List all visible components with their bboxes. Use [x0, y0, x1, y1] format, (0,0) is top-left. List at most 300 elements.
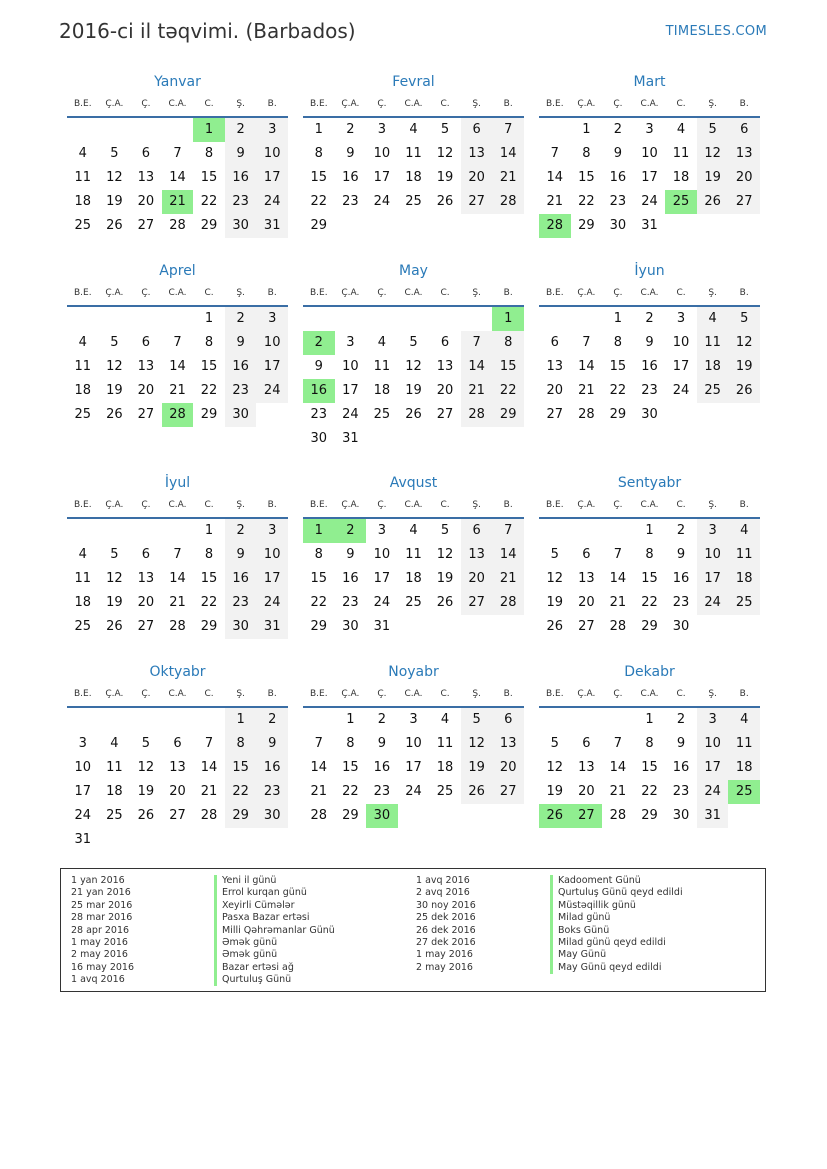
page-title: 2016-ci il təqvimi. (Barbados) — [59, 19, 356, 43]
day-cell: 7 — [173, 335, 182, 350]
day-cell: 25 — [74, 218, 92, 233]
weekday-label: B.E. — [309, 288, 328, 298]
day-cell: 30 — [609, 218, 627, 233]
day-cell: 1 — [346, 712, 355, 727]
weekday-label: Ç. — [377, 689, 387, 699]
day-cell: 23 — [310, 407, 328, 422]
empty-cell — [539, 519, 571, 543]
day-cell: 8 — [613, 335, 623, 350]
day-cell: 5 — [550, 547, 559, 562]
day-cell: 15 — [225, 756, 257, 780]
holiday-legend — [60, 868, 766, 992]
day-cell: 5 — [110, 335, 119, 350]
day-cell: 1 — [204, 523, 214, 538]
day-cell: 8 — [204, 335, 214, 350]
day-cell: 25 — [106, 808, 123, 823]
day-grid — [303, 307, 524, 451]
day-cell: 9 — [377, 736, 387, 751]
day-cell: 3 — [645, 122, 654, 137]
day-cell: 24 — [342, 407, 359, 422]
legend-names-1 — [222, 875, 335, 987]
day-cell: 28 — [310, 808, 328, 823]
day-cell: 21 — [578, 383, 595, 398]
empty-cell — [539, 118, 571, 142]
day-cell: 2 — [256, 708, 288, 732]
day-cell: 13 — [137, 571, 155, 586]
day-cell: 31 — [74, 832, 92, 847]
day-cell: 20 — [728, 166, 760, 190]
day-cell: 12 — [697, 142, 729, 166]
day-cell: 24 — [256, 379, 288, 403]
day-cell: 22 — [310, 595, 328, 610]
day-cell: 13 — [436, 359, 454, 374]
day-cell: 10 — [672, 335, 690, 350]
weekday-label: Ç.A. — [341, 288, 360, 298]
empty-cell — [539, 307, 571, 331]
month-title: Yanvar — [154, 74, 201, 90]
day-cell: 31 — [256, 615, 288, 639]
day-cell: 20 — [546, 383, 564, 398]
day-cell: 11 — [405, 547, 422, 562]
day-cell: 19 — [728, 355, 760, 379]
day-cell: 7 — [492, 519, 524, 543]
day-cell: 29 — [492, 403, 524, 427]
legend-date: 2 avq 2016 — [416, 887, 470, 899]
day-cell: 13 — [546, 359, 564, 374]
day-cell: 11 — [697, 331, 729, 355]
day-cell: 13 — [492, 732, 524, 756]
weekday-label: Ş. — [708, 288, 717, 298]
day-cell: 10 — [697, 732, 729, 756]
weekday-label: Ş. — [236, 500, 245, 510]
day-cell: 21 — [609, 595, 627, 610]
day-cell: 8 — [204, 547, 214, 562]
day-cell: 15 — [310, 170, 328, 185]
day-cell: 5 — [697, 118, 729, 142]
day-cell: 14 — [609, 760, 627, 775]
legend-holiday-name: Milad günü — [558, 912, 611, 924]
legend-holiday-name: Əmək günü — [222, 949, 278, 961]
weekday-label: Ç.A. — [341, 500, 360, 510]
day-cell: 24 — [256, 591, 288, 615]
day-cell: 18 — [405, 571, 422, 586]
month-title: Sentyabr — [617, 475, 682, 491]
day-cell: 20 — [578, 784, 595, 799]
legend-dates-2 — [416, 875, 476, 974]
day-cell: 10 — [373, 547, 391, 562]
holiday-day-cell: 25 — [728, 780, 760, 804]
day-cell: 9 — [676, 736, 686, 751]
day-cell: 3 — [409, 712, 418, 727]
day-cell: 18 — [106, 784, 123, 799]
day-cell: 30 — [225, 214, 257, 238]
day-cell: 29 — [200, 407, 218, 422]
empty-cell — [398, 307, 430, 331]
day-cell: 22 — [609, 383, 627, 398]
weekday-label: B. — [267, 99, 277, 109]
weekday-label: C.A. — [168, 288, 187, 298]
day-cell: 26 — [697, 190, 729, 214]
holiday-day-cell: 27 — [571, 804, 603, 828]
day-cell: 26 — [546, 619, 564, 634]
day-cell: 14 — [492, 543, 524, 567]
day-cell: 14 — [310, 760, 328, 775]
weekday-label: Ç. — [141, 500, 151, 510]
day-cell: 14 — [546, 170, 564, 185]
weekday-label: B. — [739, 689, 749, 699]
month-block — [303, 72, 524, 261]
day-cell: 26 — [106, 619, 123, 634]
day-cell: 8 — [314, 547, 323, 562]
weekday-label: Ç. — [613, 288, 623, 298]
weekday-label: B.E. — [309, 500, 328, 510]
day-cell: 8 — [204, 146, 214, 161]
day-cell: 17 — [373, 170, 391, 185]
day-cell: 21 — [169, 383, 186, 398]
day-cell: 2 — [225, 118, 257, 142]
weekday-label: C. — [204, 689, 214, 699]
day-cell: 5 — [110, 146, 119, 161]
day-cell: 13 — [137, 170, 155, 185]
day-cell: 11 — [74, 170, 92, 185]
day-cell: 9 — [676, 547, 686, 562]
day-cell: 24 — [405, 784, 422, 799]
weekday-label: C.A. — [404, 288, 423, 298]
day-cell: 21 — [492, 567, 524, 591]
empty-cell — [99, 708, 131, 732]
legend-holiday-name: Əmək günü — [222, 936, 278, 948]
empty-cell — [571, 307, 603, 331]
day-cell: 30 — [225, 403, 257, 427]
day-cell: 20 — [436, 383, 454, 398]
day-cell: 9 — [613, 146, 623, 161]
weekday-label: C. — [440, 689, 450, 699]
weekday-label: B. — [503, 500, 513, 510]
day-cell: 1 — [645, 712, 654, 727]
day-cell: 17 — [405, 760, 422, 775]
legend-holiday-name: Yeni il günü — [222, 875, 277, 886]
empty-cell — [130, 118, 162, 142]
day-cell: 27 — [728, 190, 760, 214]
day-cell: 23 — [256, 780, 288, 804]
day-cell: 16 — [342, 571, 359, 586]
day-cell: 5 — [550, 736, 559, 751]
day-cell: 24 — [373, 595, 391, 610]
day-cell: 2 — [346, 122, 355, 137]
legend-holiday-name: Milad günü qeyd edildi — [558, 936, 666, 948]
day-cell: 22 — [641, 784, 658, 799]
day-cell: 6 — [141, 547, 151, 562]
month-block — [539, 261, 760, 473]
day-cell: 31 — [256, 214, 288, 238]
day-cell: 5 — [728, 307, 760, 331]
day-cell: 6 — [141, 146, 151, 161]
day-cell: 16 — [672, 760, 690, 775]
day-cell: 1 — [204, 311, 214, 326]
weekday-label: B.E. — [73, 99, 92, 109]
weekday-label: B.E. — [545, 288, 564, 298]
empty-cell — [303, 708, 335, 732]
day-cell: 12 — [106, 571, 123, 586]
day-cell: 13 — [169, 760, 186, 775]
weekday-label: Ç.A. — [577, 288, 596, 298]
day-cell: 15 — [609, 359, 627, 374]
month-title: Fevral — [392, 74, 435, 90]
day-cell: 9 — [225, 331, 257, 355]
weekday-label: B. — [267, 288, 277, 298]
day-cell: 13 — [461, 142, 493, 166]
day-cell: 20 — [137, 383, 155, 398]
holiday-day-cell: 1 — [303, 519, 335, 543]
day-cell: 27 — [137, 619, 155, 634]
day-cell: 25 — [728, 591, 760, 615]
empty-cell — [571, 708, 603, 732]
day-cell: 22 — [200, 194, 218, 209]
empty-cell — [67, 307, 99, 331]
month-title: Aprel — [159, 263, 196, 279]
weekday-label: Ş. — [236, 288, 245, 298]
day-cell: 3 — [377, 122, 387, 137]
day-cell: 21 — [200, 784, 218, 799]
day-cell: 24 — [641, 194, 658, 209]
empty-cell — [67, 708, 99, 732]
legend-holiday-name: Pasxa Bazar ertəsi — [222, 912, 310, 924]
day-cell: 16 — [225, 567, 257, 591]
day-cell: 7 — [550, 146, 559, 161]
day-cell: 3 — [256, 307, 288, 331]
brand-link[interactable]: TIMESLES.COM — [665, 24, 767, 39]
legend-date: 25 dek 2016 — [416, 912, 476, 924]
day-cell: 19 — [697, 166, 729, 190]
day-cell: 16 — [225, 166, 257, 190]
weekday-label: C. — [440, 99, 450, 109]
weekday-label: Ç. — [141, 689, 151, 699]
day-cell: 2 — [613, 122, 623, 137]
weekday-label: Ç. — [377, 99, 387, 109]
day-cell: 9 — [645, 335, 654, 350]
day-cell: 18 — [697, 355, 729, 379]
day-cell: 18 — [728, 756, 760, 780]
weekday-label: C. — [204, 288, 214, 298]
month-title: Dekabr — [624, 664, 675, 680]
weekday-label: Ç. — [141, 288, 151, 298]
weekday-label: C. — [440, 500, 450, 510]
day-cell: 2 — [676, 712, 686, 727]
day-cell: 17 — [373, 571, 391, 586]
day-cell: 10 — [256, 331, 288, 355]
weekday-label: C.A. — [168, 99, 187, 109]
weekday-label: C.A. — [640, 500, 659, 510]
empty-cell — [67, 519, 99, 543]
day-cell: 3 — [256, 118, 288, 142]
day-cell: 4 — [78, 547, 87, 562]
weekday-label: C.A. — [640, 99, 659, 109]
holiday-day-cell: 2 — [303, 331, 335, 355]
day-cell: 6 — [492, 708, 524, 732]
day-cell: 31 — [641, 218, 658, 233]
day-cell: 2 — [225, 519, 257, 543]
day-cell: 29 — [641, 619, 658, 634]
day-cell: 23 — [225, 379, 257, 403]
legend-holiday-name: Errol kurqan günü — [222, 887, 307, 899]
day-cell: 9 — [225, 142, 257, 166]
day-cell: 24 — [74, 808, 92, 823]
weekday-label: B. — [503, 689, 513, 699]
legend-holiday-name: Bazar ertəsi ağ — [222, 961, 294, 973]
day-cell: 16 — [672, 571, 690, 586]
weekday-label: C. — [204, 500, 214, 510]
weekday-label: Ç. — [377, 288, 387, 298]
day-cell: 25 — [697, 379, 729, 403]
day-cell: 19 — [436, 571, 454, 586]
weekday-label: B.E. — [545, 689, 564, 699]
day-cell: 1 — [645, 523, 654, 538]
day-cell: 5 — [440, 122, 450, 137]
day-cell: 7 — [173, 146, 182, 161]
day-cell: 4 — [440, 712, 450, 727]
day-cell: 4 — [78, 335, 87, 350]
legend-marker-1 — [214, 875, 217, 986]
day-cell: 7 — [204, 736, 214, 751]
day-cell: 16 — [609, 170, 627, 185]
day-cell: 17 — [74, 784, 92, 799]
weekday-header — [67, 281, 288, 307]
day-cell: 31 — [373, 619, 391, 634]
day-cell: 18 — [373, 383, 391, 398]
day-cell: 22 — [342, 784, 359, 799]
day-cell: 3 — [377, 523, 387, 538]
day-cell: 26 — [106, 218, 123, 233]
month-title: Oktyabr — [149, 664, 206, 680]
day-cell: 27 — [578, 619, 595, 634]
legend-date: 16 may 2016 — [71, 961, 135, 973]
day-cell: 8 — [582, 146, 591, 161]
weekday-label: B. — [739, 99, 749, 109]
weekday-label: B.E. — [545, 500, 564, 510]
weekday-label: Ç. — [613, 689, 623, 699]
day-cell: 4 — [409, 122, 418, 137]
weekday-label: Ç. — [377, 500, 387, 510]
day-cell: 21 — [169, 595, 186, 610]
day-cell: 13 — [461, 543, 493, 567]
day-cell: 18 — [405, 170, 422, 185]
day-cell: 23 — [225, 190, 257, 214]
day-cell: 2 — [676, 523, 686, 538]
day-cell: 22 — [200, 595, 218, 610]
day-cell: 3 — [256, 519, 288, 543]
day-cell: 26 — [728, 379, 760, 403]
day-cell: 1 — [225, 708, 257, 732]
day-cell: 22 — [200, 383, 218, 398]
weekday-label: Ç.A. — [341, 99, 360, 109]
day-cell: 8 — [492, 331, 524, 355]
day-cell: 21 — [546, 194, 564, 209]
day-cell: 5 — [110, 547, 119, 562]
day-cell: 26 — [106, 407, 123, 422]
day-cell: 28 — [169, 619, 186, 634]
day-cell: 16 — [373, 760, 391, 775]
day-cell: 20 — [461, 567, 493, 591]
day-cell: 7 — [613, 547, 623, 562]
day-cell: 6 — [461, 519, 493, 543]
day-cell: 14 — [200, 760, 218, 775]
day-cell: 30 — [225, 615, 257, 639]
day-cell: 7 — [314, 736, 323, 751]
day-grid — [539, 519, 760, 639]
day-cell: 15 — [310, 571, 328, 586]
empty-cell — [303, 307, 335, 331]
day-cell: 22 — [225, 780, 257, 804]
weekday-label: Ç.A. — [105, 689, 124, 699]
day-cell: 4 — [377, 335, 387, 350]
day-cell: 29 — [578, 218, 595, 233]
day-cell: 11 — [74, 571, 92, 586]
holiday-day-cell: 28 — [539, 214, 571, 238]
day-cell: 12 — [728, 331, 760, 355]
day-cell: 4 — [78, 146, 87, 161]
day-cell: 21 — [310, 784, 328, 799]
day-cell: 28 — [609, 619, 627, 634]
day-cell: 20 — [492, 756, 524, 780]
day-cell: 10 — [256, 543, 288, 567]
day-cell: 13 — [578, 571, 595, 586]
day-cell: 14 — [492, 142, 524, 166]
legend-date: 25 mar 2016 — [71, 899, 133, 911]
weekday-label: B. — [739, 500, 749, 510]
day-cell: 20 — [578, 595, 595, 610]
weekday-label: C.A. — [168, 689, 187, 699]
day-cell: 7 — [582, 335, 591, 350]
day-cell: 3 — [346, 335, 355, 350]
holiday-day-cell: 16 — [303, 379, 335, 403]
day-cell: 5 — [440, 523, 450, 538]
day-cell: 28 — [461, 403, 493, 427]
day-cell: 4 — [409, 523, 418, 538]
weekday-header — [539, 682, 760, 708]
empty-cell — [130, 708, 162, 732]
day-cell: 31 — [697, 804, 729, 828]
day-cell: 9 — [346, 146, 355, 161]
empty-cell — [461, 307, 493, 331]
day-cell: 21 — [609, 784, 627, 799]
day-cell: 27 — [137, 218, 155, 233]
day-cell: 25 — [74, 619, 92, 634]
day-cell: 14 — [169, 359, 186, 374]
day-cell: 14 — [578, 359, 595, 374]
day-cell: 6 — [582, 547, 591, 562]
day-cell: 23 — [672, 595, 690, 610]
day-cell: 7 — [492, 118, 524, 142]
day-cell: 6 — [550, 335, 559, 350]
day-cell: 19 — [546, 784, 564, 799]
day-cell: 1 — [314, 122, 323, 137]
weekday-label: Ş. — [472, 288, 481, 298]
weekday-header — [303, 281, 524, 307]
weekday-label: B. — [267, 689, 277, 699]
weekday-label: C. — [676, 689, 686, 699]
day-cell: 25 — [74, 407, 92, 422]
day-cell: 19 — [106, 383, 123, 398]
holiday-day-cell: 26 — [539, 804, 571, 828]
empty-cell — [162, 118, 194, 142]
legend-date: 28 mar 2016 — [71, 912, 133, 924]
day-cell: 17 — [672, 359, 690, 374]
empty-cell — [539, 708, 571, 732]
legend-date: 1 may 2016 — [71, 936, 128, 948]
day-cell: 22 — [310, 194, 328, 209]
day-cell: 25 — [405, 595, 422, 610]
empty-cell — [99, 519, 131, 543]
